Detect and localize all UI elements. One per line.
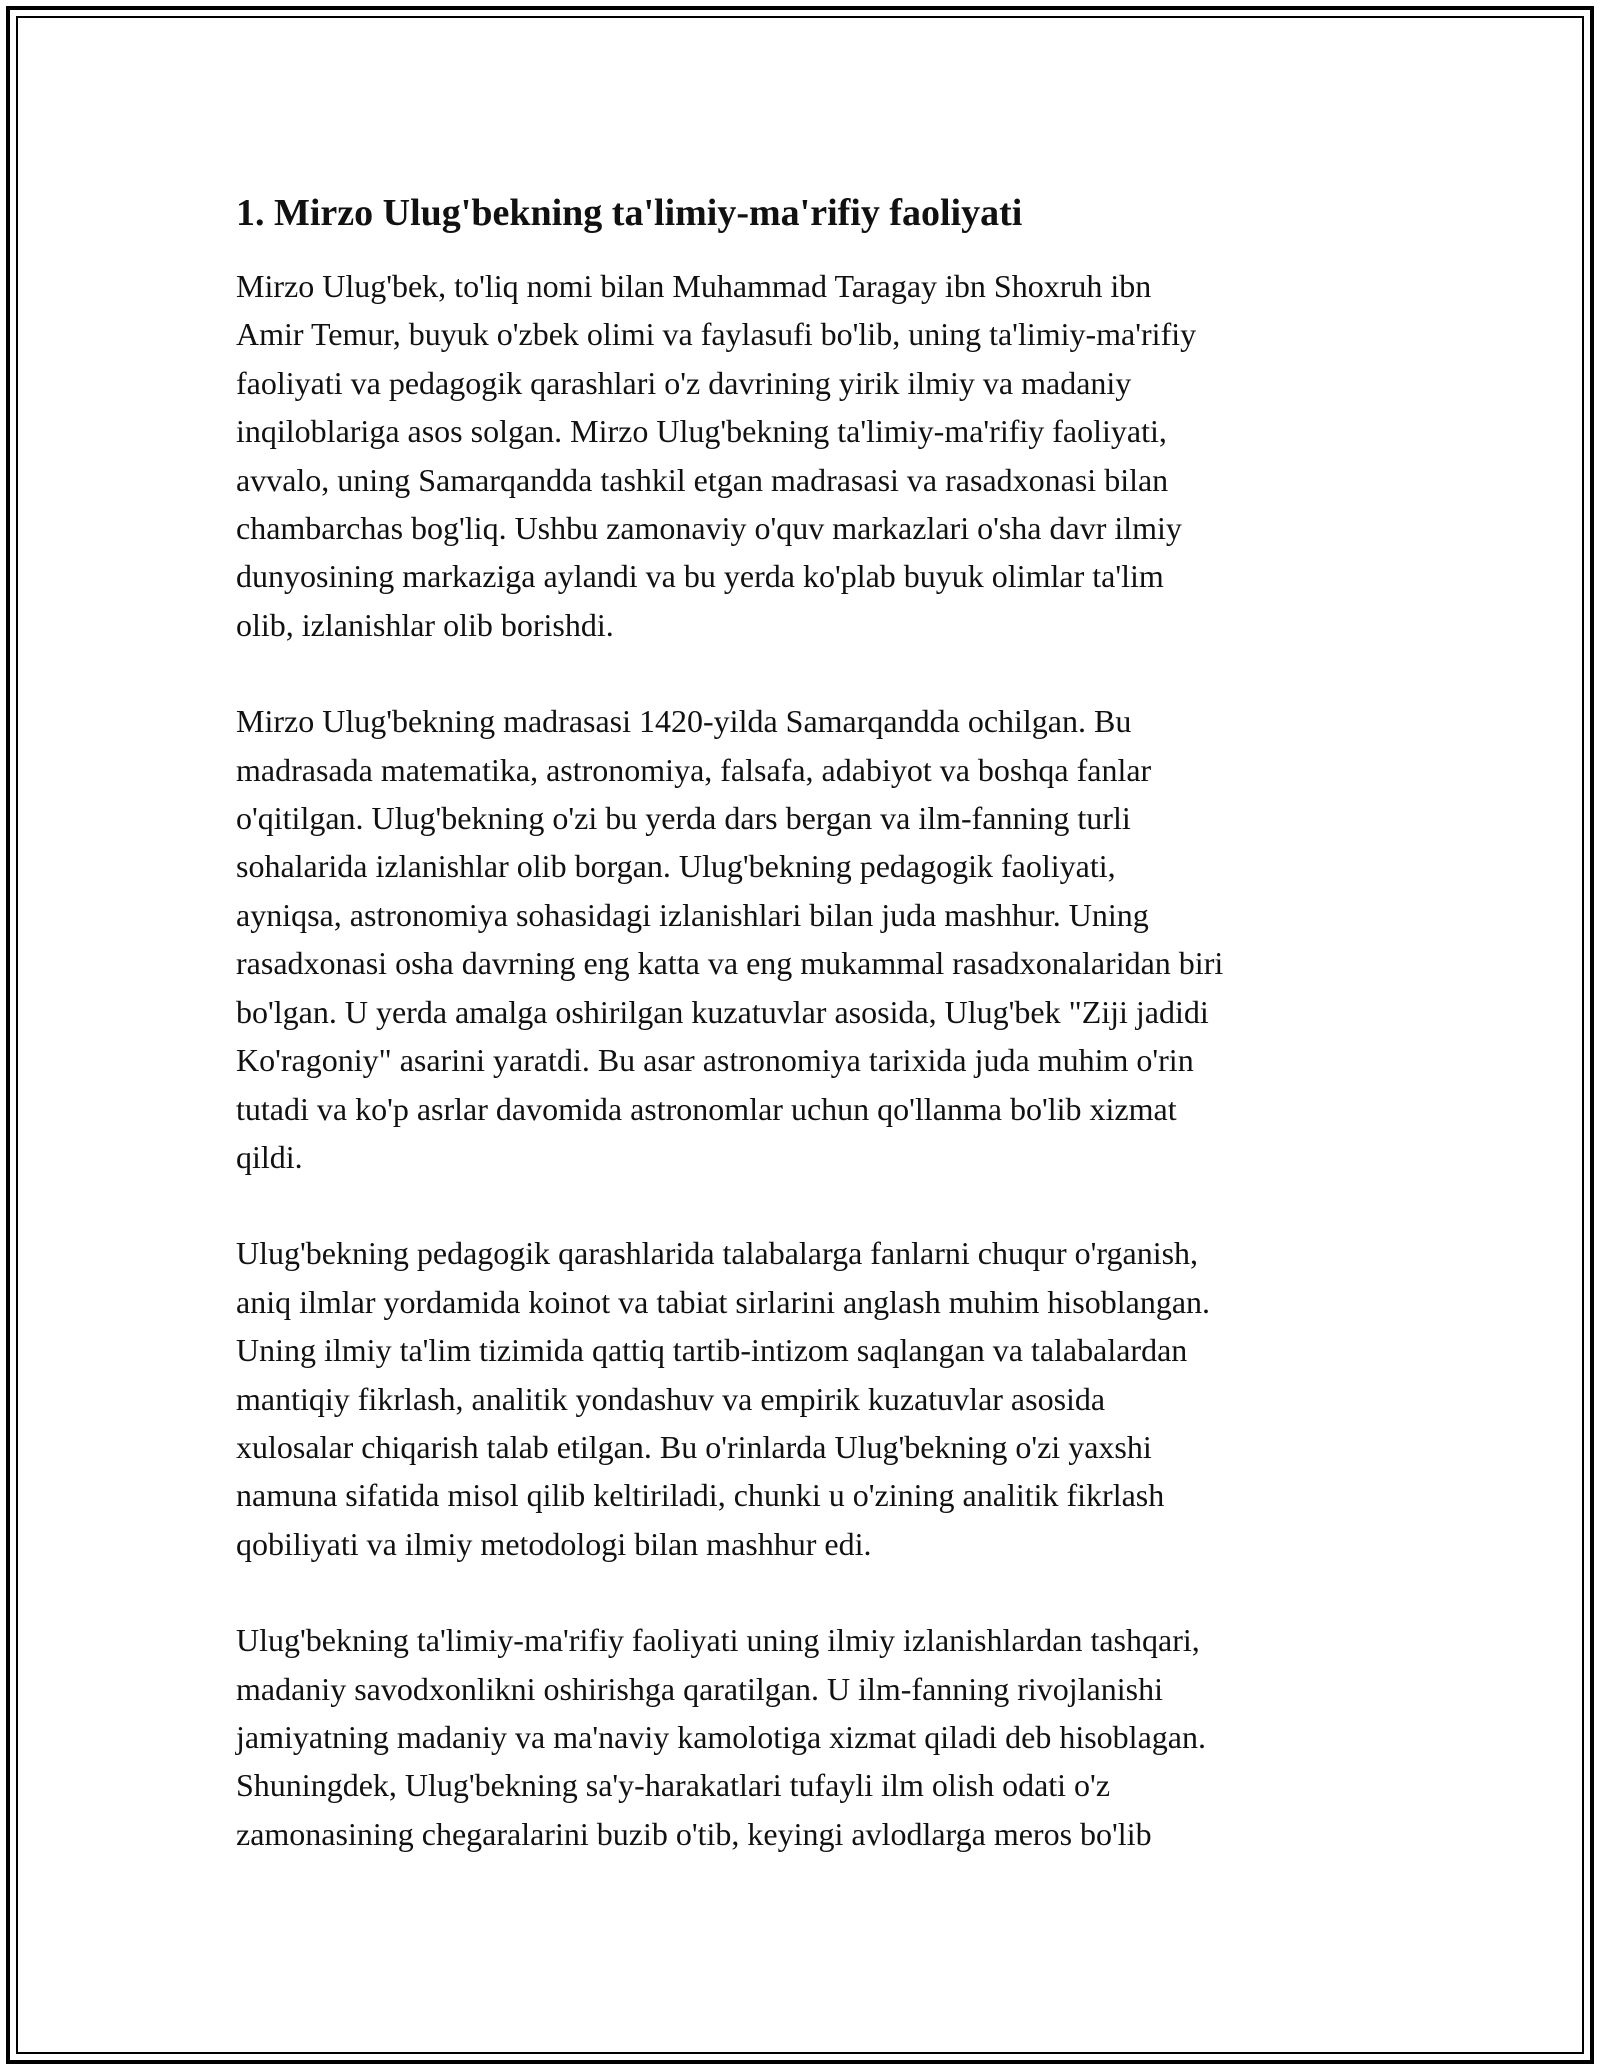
paragraph-3: Ulug'bekning pedagogik qarashlarida talabalarga fanlarni chuqur o'rganish, aniq ilmlar yordamida koinot va tabiat sirlarini anglash muhim hisoblangan. Uning ilmiy ta'lim tizimida qattiq tartib-intizom saqlangan va talabalardan mantiqiy fikrlash, analitik yondashuv va empirik kuzatuvlar asosida xulosalar chiqarish talab etilgan. Bu o'rinlarda Ulug'bekning o'zi yaxshi namuna sifatida misol qilib keltiriladi, chunki u o'zining analitik fikrlash qobiliyati va ilmiy metodologi bilan mashhur edi. [236, 1235, 1211, 1562]
paragraph-2: Mirzo Ulug'bekning madrasasi 1420-yilda Samarqandda ochilgan. Bu madrasada matematika, astronomiya, falsafa, adabiyot va boshqa fanlar o'qitilgan. Ulug'bekning o'zi bu yerda dars bergan va ilm-fanning turli sohalarida izlanishlar olib borgan. Ulug'bekning pedagogik faoliyati, ayniqsa, astronomiya sohasidagi izlanishlari bilan juda mashhur. Uning rasadxonasi osha davrning eng katta va eng mukammal rasadxonalaridan biri bo'lgan. U yerda amalga oshirilgan kuzatuvlar asosida, Ulug'bek "Ziji jadidi Ko'ragoniy" asarini yaratdi. Bu asar astronomiya tarixida juda muhim o'rin tutadi va ko'p asrlar davomida astronomlar uchun qo'llanma bo'lib xizmat qildi. [236, 703, 1224, 1175]
paragraph-1: Mirzo Ulug'bek, to'liq nomi bilan Muhammad Taragay ibn Shoxruh ibn Amir Temur, buyuk o'zbek olimi va faylasufi bo'lib, uning ta'limiy-ma'rifiy faoliyati va pedagogik qarashlari o'z davrining yirik ilmiy va madaniy inqiloblariga asos solgan. Mirzo Ulug'bekning ta'limiy-ma'rifiy faoliyati, avvalo, uning Samarqandda tashkil etgan madrasasi va rasadxonasi bilan chambarchas bog'liq. Ushbu zamonaviy o'quv markazlari o'sha davr ilmiy dunyosining markaziga aylandi va bu yerda ko'plab buyuk olimlar ta'lim olib, izlanishlar olib borishdi. [236, 268, 1197, 643]
paragraph-4: Ulug'bekning ta'limiy-ma'rifiy faoliyati uning ilmiy izlanishlardan tashqari, madaniy savodxonlikni oshirishga qaratilgan. U ilm-fanning rivojlanishi jamiyatning madaniy va ma'naviy kamolotiga xizmat qiladi deb hisoblagan. Shuningdek, Ulug'bekning sa'y-harakatlari tufayli ilm olish odati o'z zamonasining chegaralarini buzib o'tib, keyingi avlodlarga meros bo'lib [236, 1622, 1206, 1852]
section-heading: 1. Mirzo Ulug'bekning ta'limiy-ma'rifiy faoliyati [236, 192, 1023, 234]
document-body [236, 188, 1376, 1906]
